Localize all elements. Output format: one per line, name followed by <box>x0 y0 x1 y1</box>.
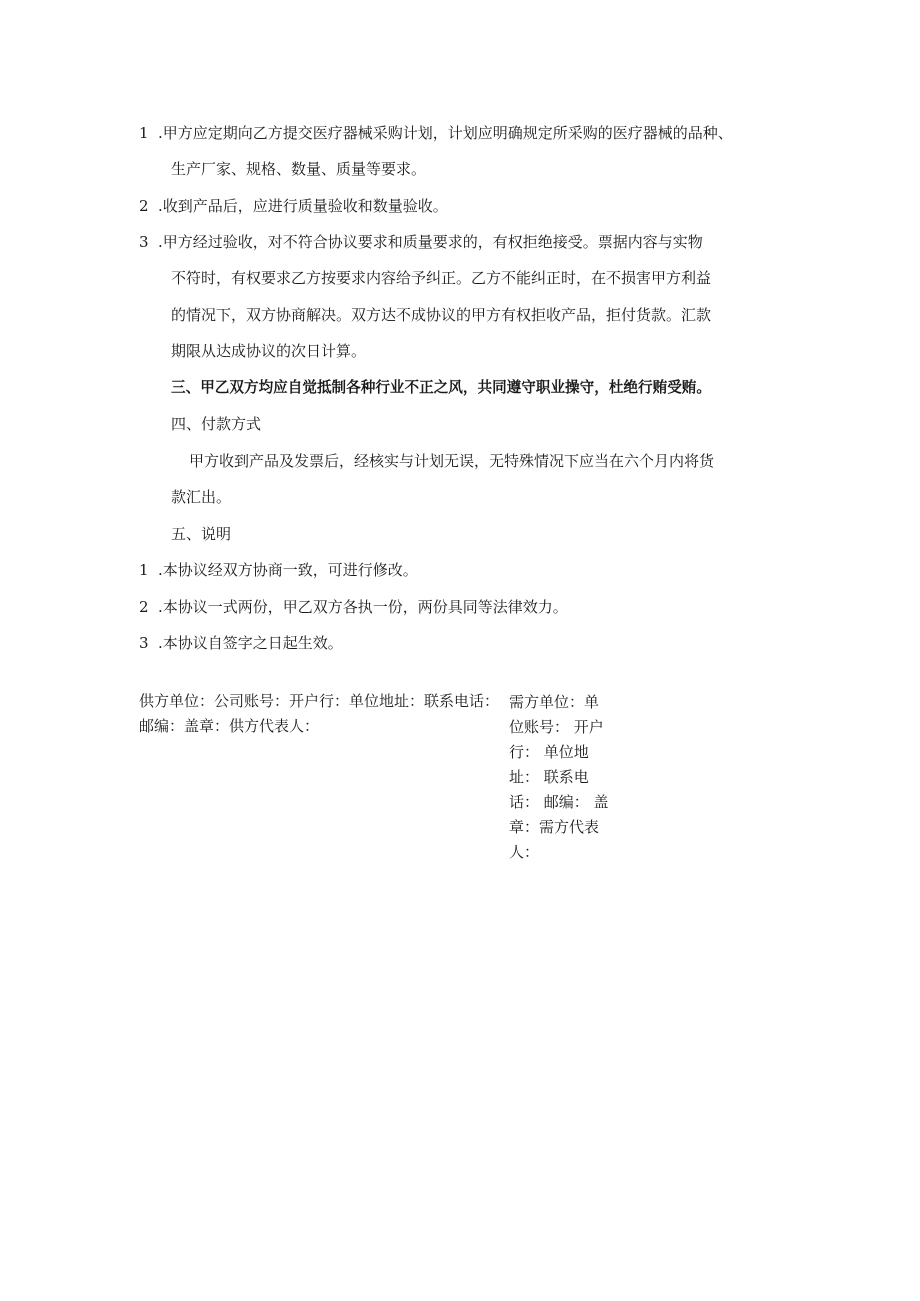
paragraph-line: 甲方收到产品及发票后，经核实与计划无误，无特殊情况下应当在六个月内将货 <box>189 452 715 470</box>
paragraph-line: .甲方应定期向乙方提交医疗器械采购计划，计划应明确规定所采购的医疗器械的品种、 <box>158 124 733 142</box>
item-number: 2 <box>139 197 149 215</box>
paragraph-line: 生产厂家、规格、数量、质量等要求。 <box>171 160 427 178</box>
paragraph-line: .本协议一式两份，甲乙双方各执一份，两份具同等法律效力。 <box>158 598 568 616</box>
paragraph-line: 的情况下，双方协商解决。双方达不成协议的甲方有权拒收产品，拒付货款。汇款 <box>171 306 712 324</box>
item-number: 1 <box>139 124 149 142</box>
section-heading-4: 四、付款方式 <box>171 415 262 433</box>
item-number: 3 <box>139 634 149 652</box>
section-heading-5: 五、说明 <box>171 525 232 543</box>
item-number: 3 <box>139 233 149 251</box>
supplier-signature-block: 供方单位：公司账号：开户行：单位地址：联系电话：邮编：盖章：供方代表人： <box>139 692 500 735</box>
paragraph-line: .本协议自签字之日起生效。 <box>158 634 343 652</box>
paragraph-line: 款汇出。 <box>171 488 232 506</box>
paragraph-line: .本协议经双方协商一致，可进行修改。 <box>158 561 418 579</box>
item-number: 1 <box>139 561 149 579</box>
section-heading-3: 三、甲乙双方均应自觉抵制各种行业不正之风，共同遵守职业操守，杜绝行贿受贿。 <box>171 379 711 396</box>
item-number: 2 <box>139 598 149 616</box>
buyer-signature-block: 需方单位：单位账号： 开户行： 单位地址： 联系电话： 邮编： 盖 章：需方代表人： <box>509 693 609 861</box>
paragraph-line: 不符时，有权要求乙方按要求内容给予纠正。乙方不能纠正时，在不损害甲方利益 <box>171 269 712 287</box>
paragraph-line: 期限从达成协议的次日计算。 <box>171 342 367 360</box>
paragraph-line: .甲方经过验收，对不符合协议要求和质量要求的，有权拒绝接受。票据内容与实物 <box>158 233 703 251</box>
paragraph-line: .收到产品后，应进行质量验收和数量验收。 <box>158 197 448 215</box>
